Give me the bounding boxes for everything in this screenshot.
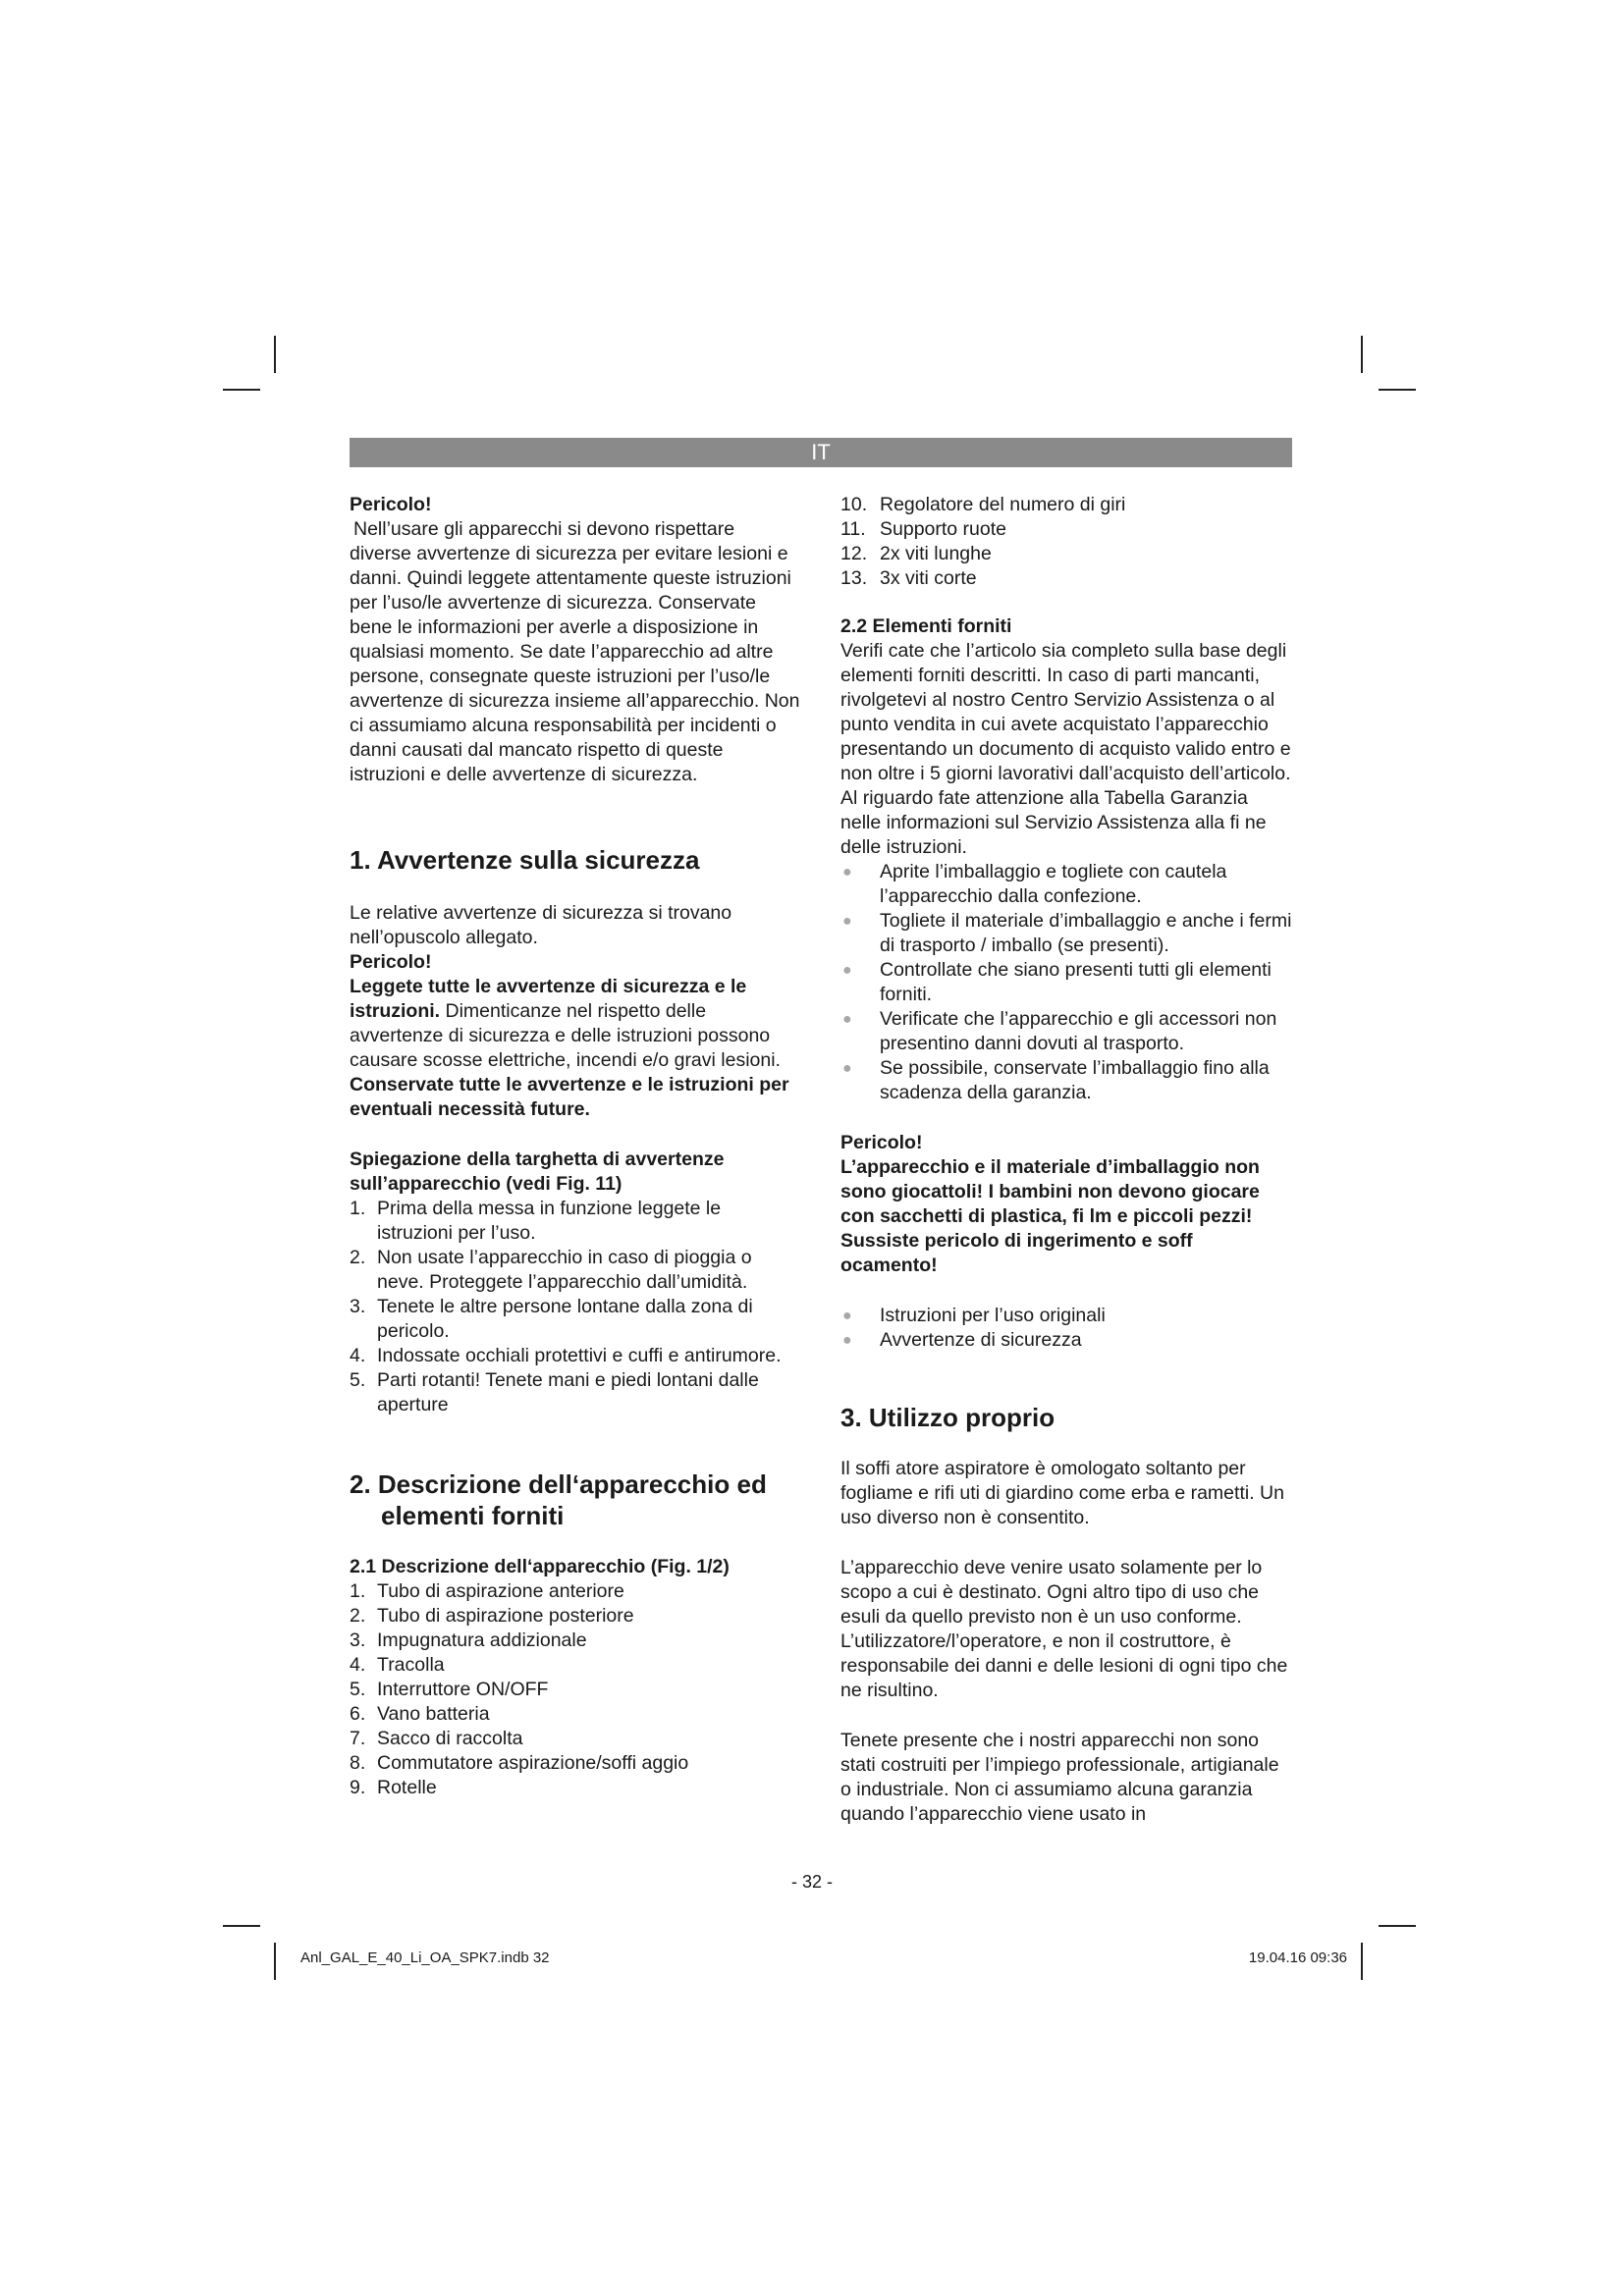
list-item: ● Controllate che siano presenti tutti gli elementi forniti. — [842, 959, 1272, 1005]
list-item: 1. Tubo di aspirazione anteriore — [350, 1580, 624, 1602]
section-2-1-title: 2.1 Descrizione dell‘apparecchio (Fig. 1/2) — [350, 1556, 730, 1577]
section-1-warning-bold: Leggete tutte le avvertenze di sicurezza e le istruzioni. — [350, 976, 747, 1022]
crop-mark-top-left-vertical — [274, 336, 276, 373]
documents-list — [840, 1304, 1292, 1353]
unpacking-bullets — [840, 860, 1292, 1105]
list-item: 9. Rotelle — [350, 1777, 437, 1798]
section-1-title: 1. Avvertenze sulla sicurezza — [350, 845, 700, 875]
list-item: ● Aprite l’imballaggio e togliete con cautela l’apparecchio dalla confezione. — [842, 861, 1227, 907]
section-3-paragraph-1: Il soffi atore aspiratore è omologato soltanto per fogliame e rifi uti di giardino come erba e rametti. Un uso diverso non è consentito. — [840, 1458, 1284, 1528]
list-item: 8. Commutatore aspirazione/soffi aggio — [350, 1752, 689, 1774]
section-3-paragraph-3: Tenete presente che i nostri apparecchi non sono stati costruiti per l’impiego professionale, artigianale o industriale. Non ci assumiamo alcuna garanzia quando l’apparecchio viene usato in — [840, 1730, 1279, 1825]
list-item: 13. 3x viti corte — [840, 567, 977, 589]
danger-heading: Pericolo! — [350, 494, 432, 515]
language-header-bar — [350, 438, 1292, 467]
language-label: IT — [811, 440, 831, 464]
section-2-title: 2. Descrizione dell‘apparecchio ed elementi forniti — [350, 1469, 767, 1530]
warning-label-title: Spiegazione della targhetta di avvertenze sull’apparecchio (vedi Fig. 11) — [350, 1148, 725, 1195]
list-item: 5. Parti rotanti! Tenete mani e piedi lontani dalle aperture — [350, 1369, 759, 1415]
danger-paragraph: Nell’usare gli apparecchi si devono rispettare diverse avvertenze di sicurezza per evitare lesioni e danni. Quindi leggete attentamente queste istruzioni per l’uso/le avvertenze di sicurezza. Conservate bene le informazioni per averle a disposizione in qualsiasi momento. Se date l’apparecchio ad altre persone, consegnate queste istruzioni per l’uso/le avvertenze di sicurezza insieme all’apparecchio. Non ci assumiamo alcuna responsabilità per incidenti o danni causati dal mancato rispetto di queste istruzioni e delle avvertenze di sicurezza. — [350, 518, 800, 785]
parts-list — [350, 1579, 801, 1800]
list-item: ● Istruzioni per l’uso originali — [842, 1305, 1106, 1326]
section-2-2-paragraph: Verifi cate che l’articolo sia completo sulla base degli elementi forniti descritti. In caso di parti mancanti, rivolgetevi al nostro Centro Servizio Assistenza o al punto vendita in cui avete acquistato l’apparecchio presentando un documento di acquisto valido entro e non oltre i 5 giorni lavorativi dall’acquisto dell’articolo. Al riguardo fate attenzione alla Tabella Garanzia nelle informazioni sul Servizio Assistenza alla fi ne delle istruzioni. — [840, 640, 1291, 858]
list-item: 2. Tubo di aspirazione posteriore — [350, 1605, 634, 1627]
list-item: 12. 2x viti lunghe — [840, 543, 992, 564]
list-item: 2. Non usate l’apparecchio in caso di pioggia o neve. Proteggete l’apparecchio dall’umidità. — [350, 1247, 752, 1293]
danger-2-heading: Pericolo! — [840, 1132, 923, 1153]
section-3-paragraph-2: L’apparecchio deve venire usato solamente per lo scopo a cui è destinato. Ogni altro tipo di uso che esuli da quello previsto non è un uso conforme. L’utilizzatore/l’operatore, e non il costruttore, è responsabile dei danni e delle lesioni di ogni tipo che ne risultino. — [840, 1557, 1288, 1701]
print-date: 19.04.16 09:36 — [1248, 1949, 1347, 1966]
crop-mark-top-left-horizontal — [223, 389, 260, 391]
list-item: ● Verificate che l’apparecchio e gli accessori non presentino danni dovuti al trasporto. — [842, 1008, 1277, 1054]
crop-mark-bottom-right-horizontal — [1379, 1925, 1416, 1927]
bullet-icon: ● — [842, 1308, 852, 1324]
page-number: - 32 - — [790, 1872, 833, 1892]
list-item: 1. Prima della messa in funzione leggete le istruzioni per l’uso. — [350, 1198, 722, 1244]
section-1-keep-instructions: Conservate tutte le avvertenze e le istruzioni per eventuali necessità future. — [350, 1074, 789, 1120]
bullet-icon: ● — [842, 962, 852, 979]
left-column — [350, 493, 801, 1800]
list-item: 5. Interruttore ON/OFF — [350, 1679, 549, 1700]
list-item: ● Togliete il materiale d’imballaggio e anche i fermi di trasporto / imballo (se presenti). — [842, 910, 1292, 956]
crop-mark-top-right-vertical — [1361, 336, 1363, 373]
right-column — [840, 493, 1292, 1827]
section-3-title: 3. Utilizzo proprio — [840, 1403, 1056, 1432]
section-1-warning-text: Dimenticanze nel rispetto delle avvertenze di sicurezza e delle istruzioni possono causare scosse elettriche, incendi e/o gravi lesioni. — [350, 1000, 781, 1071]
list-item: 7. Sacco di raccolta — [350, 1728, 523, 1749]
list-item: ● Avvertenze di sicurezza — [842, 1329, 1082, 1351]
bullet-icon: ● — [842, 864, 852, 881]
bullet-icon: ● — [842, 1332, 852, 1349]
bullet-icon: ● — [842, 1060, 852, 1077]
file-slug: Anl_GAL_E_40_Li_OA_SPK7.indb 32 — [300, 1949, 550, 1966]
list-item: 11. Supporto ruote — [840, 518, 1007, 540]
section-1-danger: Pericolo! — [350, 951, 432, 973]
section-1-warning-paragraph — [350, 975, 801, 1073]
list-item: 10. Regolatore del numero di giri — [840, 494, 1126, 515]
list-item: 4. Tracolla — [350, 1654, 445, 1676]
parts-list-continued — [840, 493, 1292, 591]
danger-2-paragraph: L’apparecchio e il materiale d’imballaggio non sono giocattoli! I bambini non devono giocare con sacchetti di plastica, fi lm e piccoli pezzi! Sussiste pericolo di ingerimento e soff ocamento! — [840, 1156, 1260, 1276]
list-item: 3. Tenete le altre persone lontane dalla zona di pericolo. — [350, 1296, 753, 1342]
section-2-2-title: 2.2 Elementi forniti — [840, 615, 1012, 637]
list-item: 4. Indossate occhiali protettivi e cuffi e antirumore. — [350, 1345, 782, 1366]
bullet-icon: ● — [842, 1011, 852, 1028]
list-item: ● Se possibile, conservate l’imballaggio fino alla scadenza della garanzia. — [842, 1057, 1270, 1103]
section-1-intro: Le relative avvertenze di sicurezza si trovano nell’opuscolo allegato. — [350, 902, 732, 948]
crop-mark-bottom-right-vertical — [1361, 1943, 1363, 1980]
list-item: 3. Impugnatura addizionale — [350, 1629, 587, 1651]
list-item: 6. Vano batteria — [350, 1703, 490, 1725]
crop-mark-bottom-left-horizontal — [223, 1925, 260, 1927]
warning-label-list — [350, 1197, 801, 1417]
crop-mark-top-right-horizontal — [1379, 389, 1416, 391]
crop-mark-bottom-left-vertical — [274, 1943, 276, 1980]
bullet-icon: ● — [842, 913, 852, 930]
